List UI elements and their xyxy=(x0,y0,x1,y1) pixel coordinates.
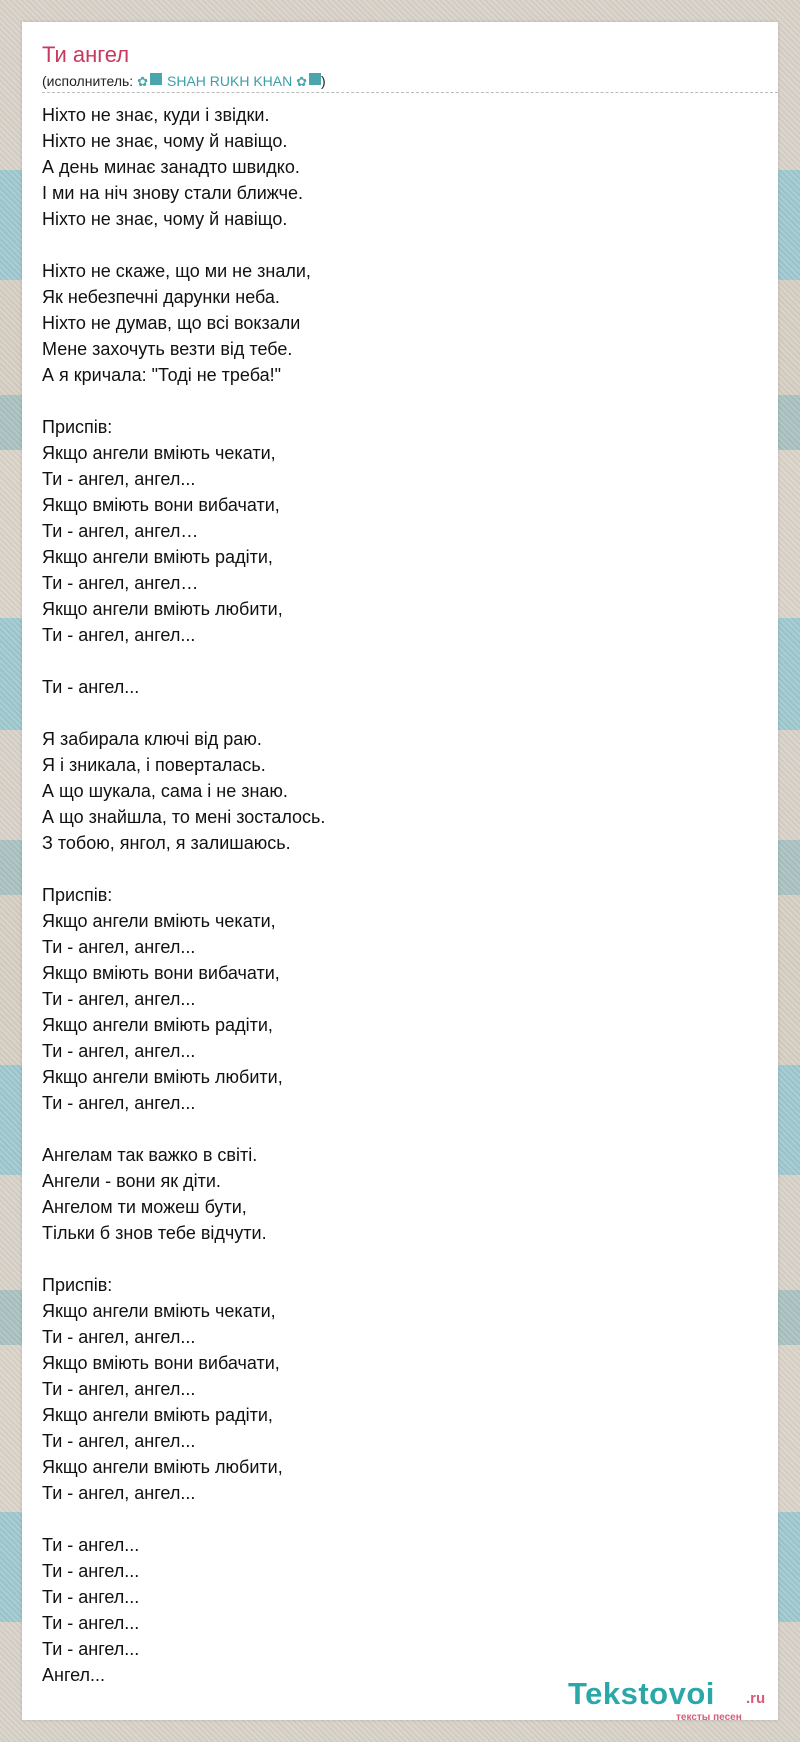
logo-tld: .ru xyxy=(746,1690,766,1707)
lyric-line: Ніхто не думав, що всі вокзали xyxy=(42,313,301,333)
square-icon xyxy=(150,73,162,85)
stanza-gap xyxy=(42,232,742,258)
lyric-line: Якщо вміють вони вибачати, xyxy=(42,495,280,515)
lyric-line: Якщо ангели вміють чекати, xyxy=(42,1301,276,1321)
lyric-line: Я забирала ключі від раю. xyxy=(42,729,262,749)
lyric-line: Мене захочуть везти від тебе. xyxy=(42,339,293,359)
lyric-line: А що шукала, сама і не знаю. xyxy=(42,781,288,801)
lyric-line: Якщо ангели вміють любити, xyxy=(42,599,283,619)
title-divider xyxy=(42,92,778,93)
lyric-line: А день минає занадто швидко. xyxy=(42,157,300,177)
lyric-line: З тобою, янгол, я залишаюсь. xyxy=(42,833,291,853)
lyric-line: Ти - ангел, ангел... xyxy=(42,1379,196,1399)
artist-suffix: ) xyxy=(321,73,326,89)
flower-icon: ✿ xyxy=(137,74,148,89)
lyric-line: Якщо ангели вміють радіти, xyxy=(42,1405,273,1425)
stanza-gap xyxy=(42,1116,742,1142)
lyric-line: Ти - ангел, ангел… xyxy=(42,573,199,593)
lyric-line: Ти - ангел... xyxy=(42,677,140,697)
lyric-line: Тільки б знов тебе відчути. xyxy=(42,1223,267,1243)
logo-main-text: Tekstovoi xyxy=(568,1676,715,1711)
stanza-gap xyxy=(42,856,742,882)
lyric-line: Ти - ангел... xyxy=(42,1613,140,1633)
lyric-line: Ангел... xyxy=(42,1665,106,1685)
logo-subtitle: тексты песен xyxy=(676,1712,742,1723)
lyric-line: Ти - ангел, ангел... xyxy=(42,989,196,1009)
lyric-line: Якщо вміють вони вибачати, xyxy=(42,1353,280,1373)
lyric-line: Ангелам так важко в світі. xyxy=(42,1145,258,1165)
lyric-line: Ти - ангел, ангел... xyxy=(42,1093,196,1113)
lyric-line: Ніхто не знає, чому й навіщо. xyxy=(42,131,288,151)
artist-link[interactable]: SHAH RUKH KHAN xyxy=(167,73,293,89)
lyric-line: Якщо ангели вміють чекати, xyxy=(42,911,276,931)
stanza-gap xyxy=(42,1246,742,1272)
lyric-line: Ти - ангел, ангел... xyxy=(42,1483,196,1503)
stanza-gap xyxy=(42,388,742,414)
artist-line xyxy=(42,73,326,90)
stanza-gap xyxy=(42,700,742,726)
lyric-line: Ти - ангел... xyxy=(42,1535,140,1555)
lyric-line: Якщо ангели вміють радіти, xyxy=(42,547,273,567)
lyric-line: Ангели - вони як діти. xyxy=(42,1171,221,1191)
lyric-line: Ніхто не знає, чому й навіщо. xyxy=(42,209,288,229)
lyric-line: Приспів: xyxy=(42,885,113,905)
lyric-line: Ти - ангел... xyxy=(42,1561,140,1581)
lyric-line: Ангелом ти можеш бути, xyxy=(42,1197,247,1217)
square-icon xyxy=(309,73,321,85)
lyric-line: Ти - ангел... xyxy=(42,1587,140,1607)
lyric-line: І ми на ніч знову стали ближче. xyxy=(42,183,303,203)
lyric-line: Як небезпечні дарунки неба. xyxy=(42,287,280,307)
lyric-line: Ти - ангел, ангел... xyxy=(42,1327,196,1347)
lyric-line: Ніхто не знає, куди і звідки. xyxy=(42,105,270,125)
song-title: Ти ангел xyxy=(42,42,130,67)
tekstovoi-logo[interactable] xyxy=(568,1676,778,1724)
lyric-line: Я і зникала, і поверталась. xyxy=(42,755,266,775)
lyric-line: Ти - ангел, ангел… xyxy=(42,521,199,541)
lyric-line: Ніхто не скаже, що ми не знали, xyxy=(42,261,311,281)
lyric-line: Ти - ангел, ангел... xyxy=(42,1041,196,1061)
lyric-line: Якщо ангели вміють радіти, xyxy=(42,1015,273,1035)
lyric-line: Якщо ангели вміють любити, xyxy=(42,1457,283,1477)
lyrics-text xyxy=(42,102,742,1688)
lyric-line: А я кричала: "Тоді не треба!" xyxy=(42,365,282,385)
artist-prefix: (исполнитель: xyxy=(42,73,138,89)
lyric-line: А що знайшла, то мені зосталось. xyxy=(42,807,326,827)
lyric-line: Ти - ангел, ангел... xyxy=(42,469,196,489)
lyric-line: Ти - ангел, ангел... xyxy=(42,625,196,645)
flower-icon: ✿ xyxy=(296,74,308,89)
lyric-line: Ти - ангел... xyxy=(42,1639,140,1659)
stanza-gap xyxy=(42,648,742,674)
lyric-line: Ти - ангел, ангел... xyxy=(42,937,196,957)
lyrics-card xyxy=(22,22,778,1720)
lyric-line: Приспів: xyxy=(42,417,113,437)
lyric-line: Якщо ангели вміють любити, xyxy=(42,1067,283,1087)
lyric-line: Ти - ангел, ангел... xyxy=(42,1431,196,1451)
lyric-line: Приспів: xyxy=(42,1275,113,1295)
lyric-line: Якщо ангели вміють чекати, xyxy=(42,443,276,463)
stanza-gap xyxy=(42,1506,742,1532)
lyric-line: Якщо вміють вони вибачати, xyxy=(42,963,280,983)
